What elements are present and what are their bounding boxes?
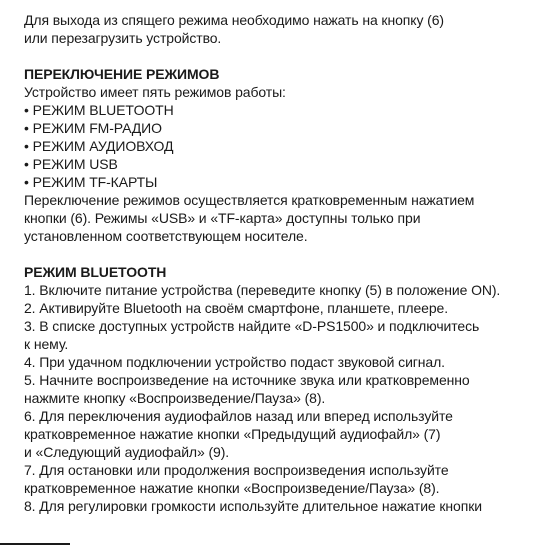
mode-list-item: • РЕЖИМ FM-РАДИО: [24, 120, 162, 136]
manual-page: [24, 11, 544, 515]
bluetooth-step-line: кратковременное нажатие кнопки «Предыдущий аудиофайл» (7): [24, 426, 441, 442]
bluetooth-step-line: нажмите кнопку «Воспроизведение/Пауза» (8).: [24, 390, 326, 406]
modes-lead: Устройство имеет пять режимов работы:: [24, 84, 286, 100]
bluetooth-step-line: 2. Активируйте Bluetooth на своём смартфоне, планшете, плеере.: [24, 300, 449, 316]
bluetooth-step-line: 5. Начните воспроизведение на источнике звука или кратковременно: [24, 372, 470, 388]
bluetooth-step-line: к нему.: [24, 336, 69, 352]
mode-list-item: • РЕЖИМ АУДИОВХОД: [24, 138, 174, 154]
bluetooth-heading: РЕЖИМ BLUETOOTH: [24, 264, 167, 280]
bluetooth-step-line: 4. При удачном подключении устройство подаст звуковой сигнал.: [24, 354, 445, 370]
modes-heading: ПЕРЕКЛЮЧЕНИЕ РЕЖИМОВ: [24, 66, 220, 82]
spacer: [24, 245, 544, 263]
bluetooth-step-line: и «Следующий аудиофайл» (9).: [24, 444, 230, 460]
footer-rule: [0, 543, 70, 545]
mode-list-item: • РЕЖИМ BLUETOOTH: [24, 102, 174, 118]
mode-list-item: • РЕЖИМ TF-КАРТЫ: [24, 174, 158, 190]
bluetooth-step-line: 8. Для регулировки громкости используйте длительное нажатие кнопки: [24, 498, 482, 514]
bluetooth-step-line: 3. В списке доступных устройств найдите «D-PS1500» и подключитесь: [24, 318, 480, 334]
intro-line: Для выхода из спящего режима необходимо нажать на кнопку (6): [24, 12, 444, 28]
mode-list-item: • РЕЖИМ USB: [24, 156, 118, 172]
modes-note-line: кнопки (6). Режимы «USB» и «TF-карта» доступны только при: [24, 210, 421, 226]
bluetooth-step-line: 7. Для остановки или продолжения воспроизведения используйте: [24, 462, 449, 478]
modes-note-line: установленном соответствующем носителе.: [24, 228, 308, 244]
modes-note-line: Переключение режимов осуществляется кратковременным нажатием: [24, 192, 475, 208]
bluetooth-step-line: 1. Включите питание устройства (переведите кнопку (5) в положение ON).: [24, 282, 501, 298]
bluetooth-step-line: 6. Для переключения аудиофайлов назад или вперед используйте: [24, 408, 453, 424]
spacer: [24, 47, 544, 65]
bluetooth-step-line: кратковременное нажатие кнопки «Воспроизведение/Пауза» (8).: [24, 480, 440, 496]
intro-line: или перезагрузить устройство.: [24, 30, 222, 46]
